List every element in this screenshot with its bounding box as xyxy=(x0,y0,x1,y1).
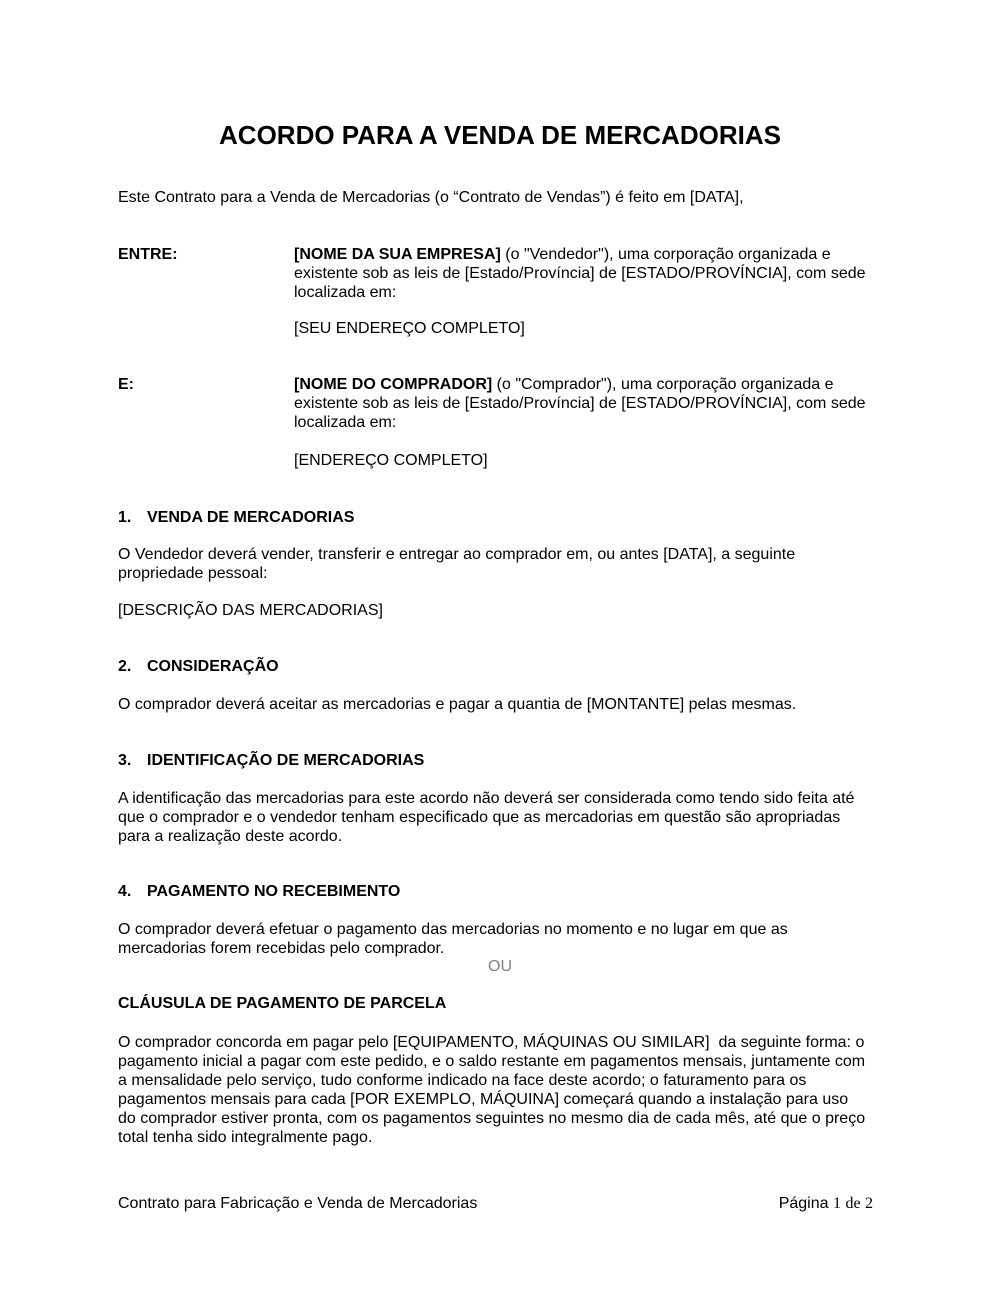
clause-heading: CLÁUSULA DE PAGAMENTO DE PARCELA xyxy=(118,995,447,1012)
buyer-address: [ENDEREÇO COMPLETO] xyxy=(294,452,488,469)
text-line: localizada em: xyxy=(294,284,397,301)
text-line: para a realização deste acordo. xyxy=(118,828,343,845)
intro-paragraph: Este Contrato para a Venda de Mercadorias (o “Contrato de Vendas”) é feito em [DATA], xyxy=(118,189,744,206)
text-line: existente sob as leis de [Estado/Província] de [ESTADO/PROVÍNCIA], com sede xyxy=(294,395,866,412)
footer-title: Contrato para Fabricação e Venda de Mercadorias xyxy=(118,1195,478,1212)
text-line: O comprador deverá efetuar o pagamento das mercadorias no momento e no lugar em que as xyxy=(118,921,788,938)
section-3-number: 3. xyxy=(118,752,132,769)
text-line: existente sob as leis de [Estado/Província] de [ESTADO/PROVÍNCIA], com sede xyxy=(294,265,866,282)
section-3-heading: IDENTIFICAÇÃO DE MERCADORIAS xyxy=(147,752,425,769)
section-4-number: 4. xyxy=(118,883,132,900)
section-1-number: 1. xyxy=(118,509,132,526)
text-line: mercadorias forem recebidas pelo comprador. xyxy=(118,940,445,957)
party-buyer-text xyxy=(294,375,866,432)
text-line: A identificação das mercadorias para este acordo não deverá ser considerada como tendo sido feita até xyxy=(118,790,855,807)
section-4-paragraph xyxy=(118,920,788,958)
text-line: pagamento inicial a pagar com este pedido, e o saldo restante em pagamentos mensais, juntamente com xyxy=(118,1053,866,1070)
section-3-paragraph xyxy=(118,789,854,846)
text-line: O Vendedor deverá vender, transferir e entregar ao comprador em, ou antes [DATA], a seguinte xyxy=(118,546,796,563)
page-of: de xyxy=(845,1195,861,1212)
text-line: (o "Vendedor"), uma corporação organizada e xyxy=(500,246,831,263)
party-label-seller: ENTRE: xyxy=(118,246,178,263)
seller-address: [SEU ENDEREÇO COMPLETO] xyxy=(294,320,525,337)
section-1-heading: VENDA DE MERCADORIAS xyxy=(147,509,355,526)
text-line: a mensalidade pelo serviço, tudo conforme indicado na face deste acordo; o faturamento para os xyxy=(118,1072,807,1089)
text-line: localizada em: xyxy=(294,414,397,431)
text-line: (o "Comprador"), uma corporação organizada e xyxy=(492,376,834,393)
document-title: ACORDO PARA A VENDA DE MERCADORIAS xyxy=(219,120,781,150)
party-seller-text xyxy=(294,245,866,302)
text-line: pagamentos mensais para cada [POR EXEMPLO, MÁQUINA] começará quando a instalação para uso xyxy=(118,1091,849,1108)
page-label: Página xyxy=(778,1195,829,1212)
clause-paragraph xyxy=(118,1033,865,1147)
goods-description: [DESCRIÇÃO DAS MERCADORIAS] xyxy=(118,602,383,619)
seller-name: [NOME DA SUA EMPRESA] xyxy=(294,246,501,263)
text-line: O comprador concorda em pagar pelo [EQUIPAMENTO, MÁQUINAS OU SIMILAR] da seguinte forma: o xyxy=(118,1034,865,1051)
party-label-buyer: E: xyxy=(118,376,134,393)
section-2-paragraph: O comprador deverá aceitar as mercadorias e pagar a quantia de [MONTANTE] pelas mesmas. xyxy=(118,696,797,713)
text-line: que o comprador e o vendedor tenham especificado que as mercadorias em questão são apropriadas xyxy=(118,809,841,826)
text-line: do comprador estiver pronta, com os pagamentos seguintes no mesmo dia de cada mês, até que o preço xyxy=(118,1110,866,1127)
total-pages: 2 xyxy=(865,1195,873,1212)
page-number xyxy=(779,1194,873,1213)
text-line: propriedade pessoal: xyxy=(118,565,268,582)
section-1-paragraph xyxy=(118,545,795,583)
section-2-heading: CONSIDERAÇÃO xyxy=(147,658,279,675)
buyer-name: [NOME DO COMPRADOR] xyxy=(294,376,493,393)
current-page: 1 xyxy=(832,1195,841,1212)
section-4-heading: PAGAMENTO NO RECEBIMENTO xyxy=(147,883,401,900)
text-line: total tenha sido integralmente pago. xyxy=(118,1129,373,1146)
section-2-number: 2. xyxy=(118,658,132,675)
or-separator: OU xyxy=(488,958,512,975)
